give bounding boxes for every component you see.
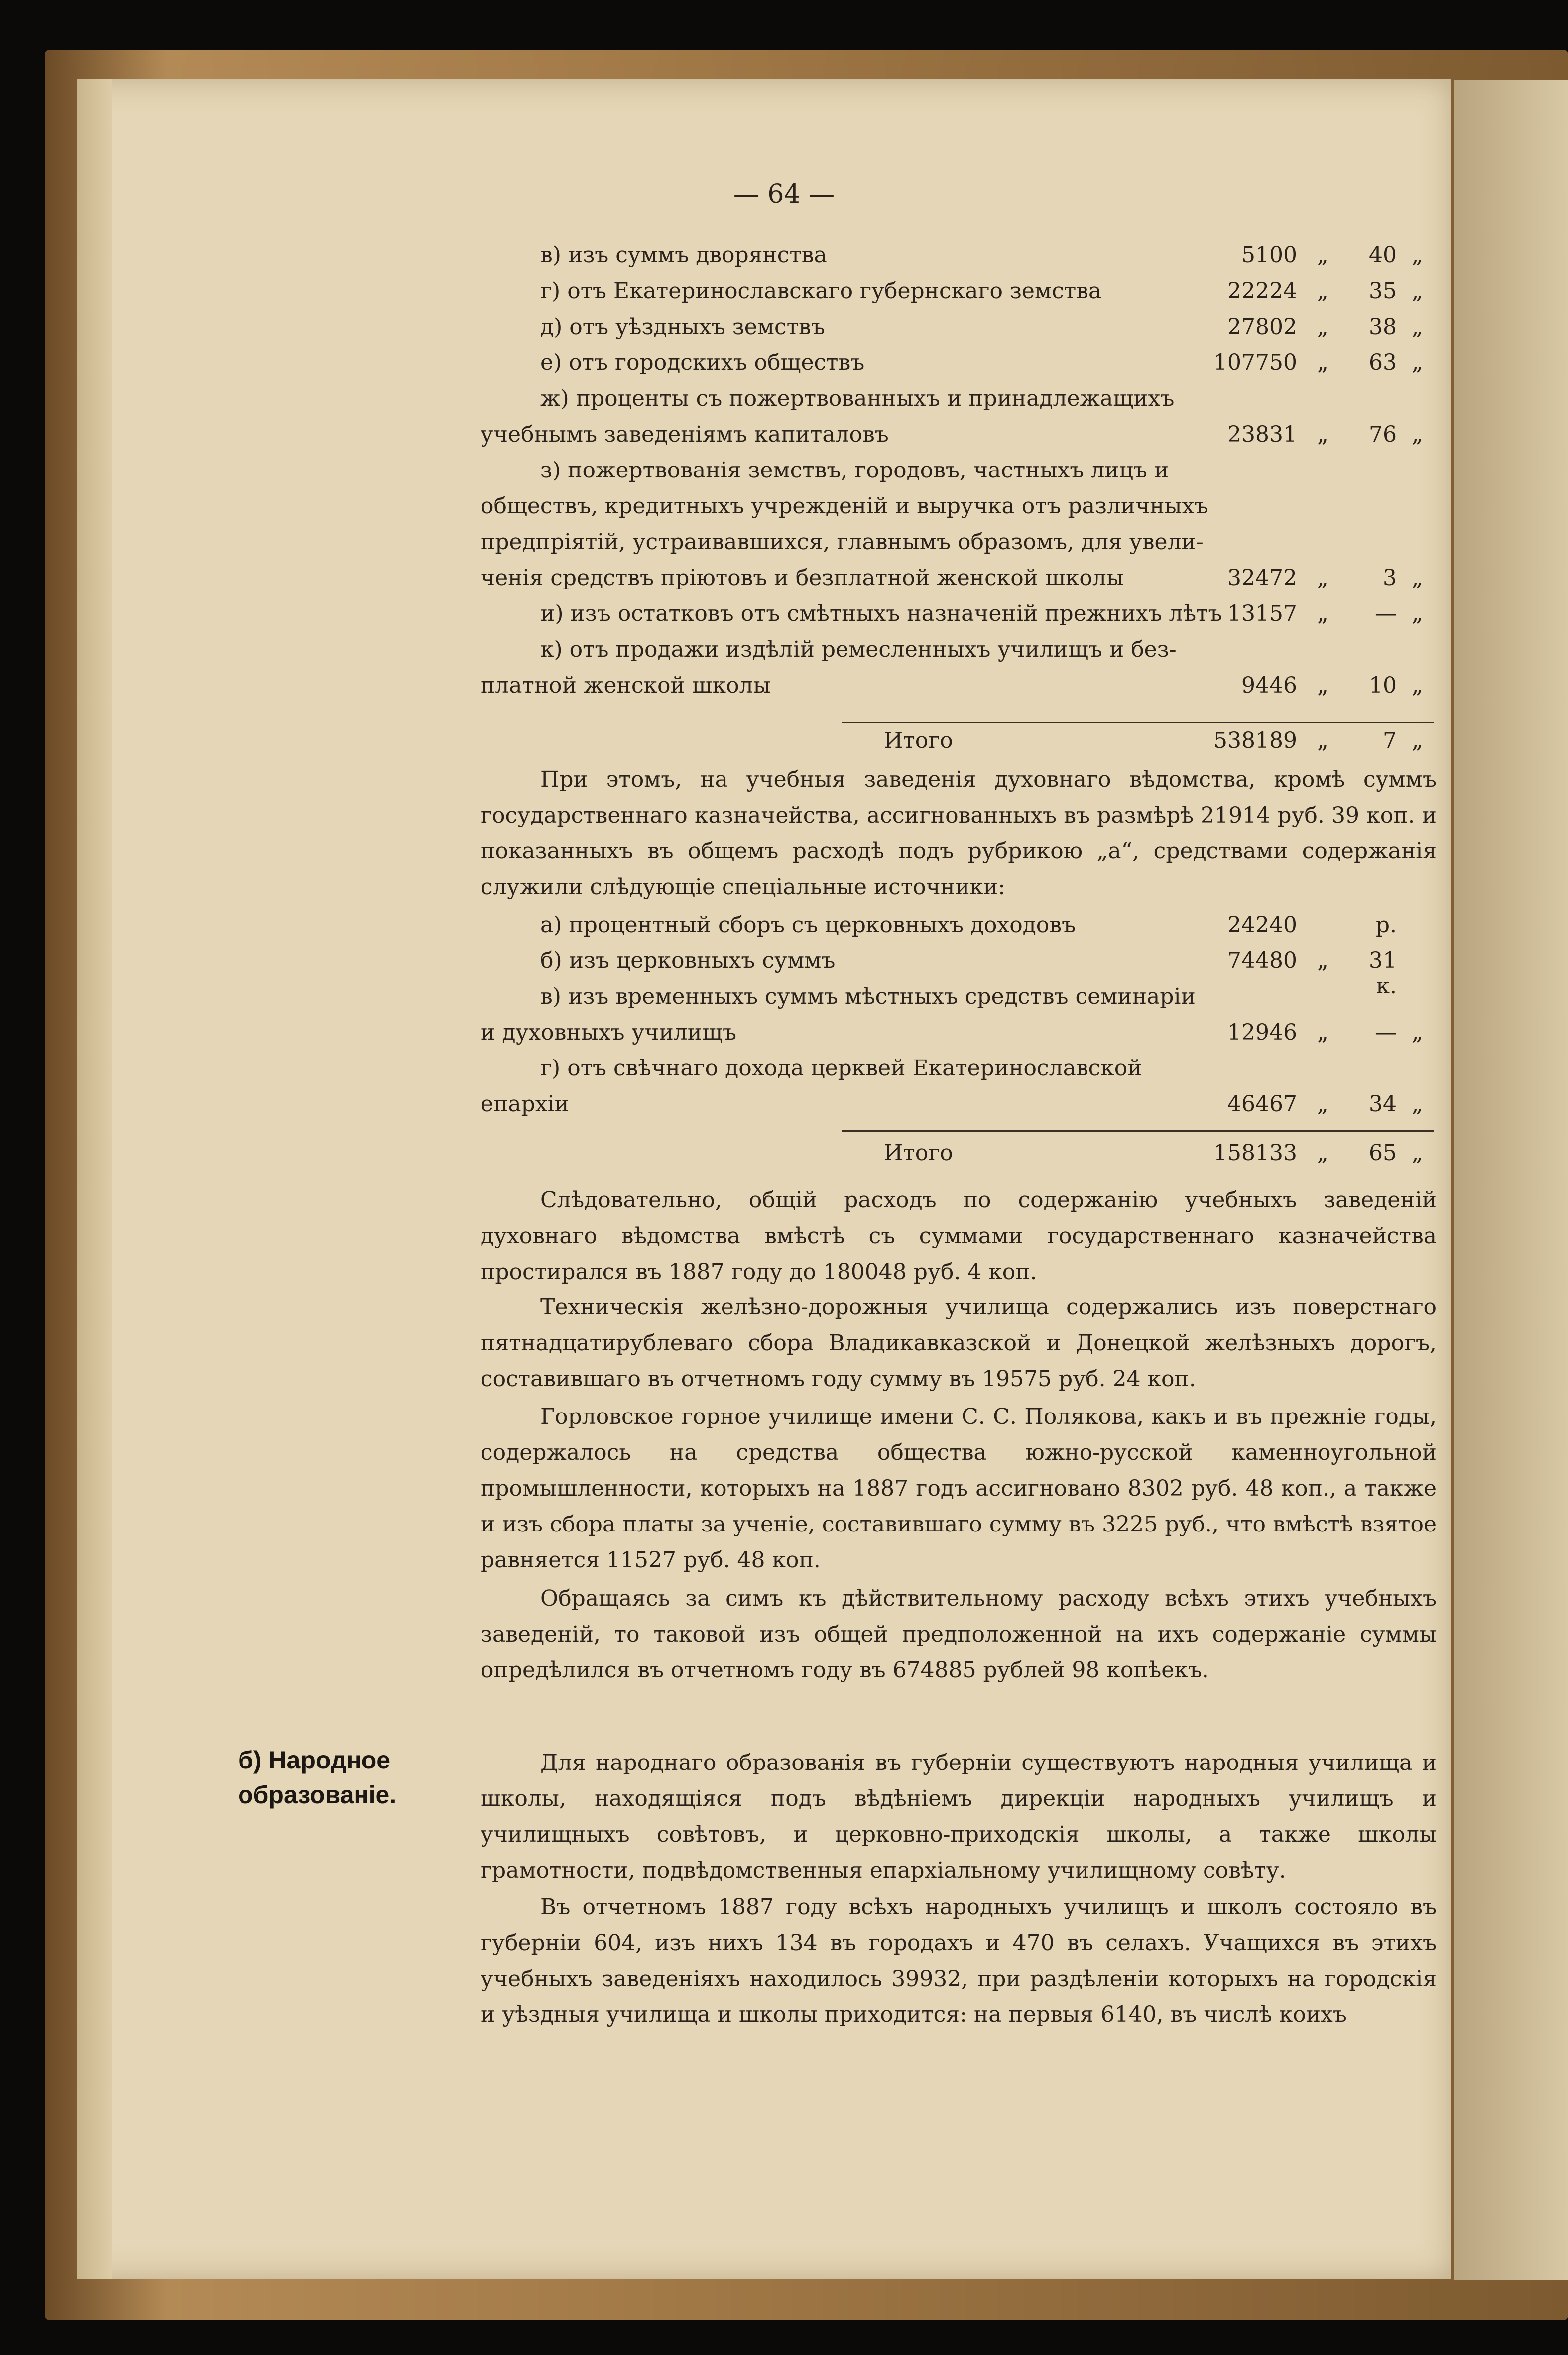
ditto-mark: „ bbox=[1317, 1140, 1328, 1166]
ditto-mark: „ bbox=[1317, 242, 1328, 268]
ditto-mark: „ bbox=[1317, 314, 1328, 340]
ditto-mark: „ bbox=[1412, 278, 1423, 304]
table-row bbox=[481, 1020, 1422, 1054]
ditto-mark: „ bbox=[1412, 242, 1423, 268]
paragraph-church-total: Слѣдовательно, общій расходъ по содержанію учебныхъ заведеній духовнаго вѣдомства вмѣстѣ съ суммами государственнаго казначейства простирался въ 1887 году до 180048 руб. 4 коп. bbox=[481, 1187, 1437, 1285]
row-amount: 74480 bbox=[1227, 948, 1297, 973]
table-row bbox=[481, 242, 1422, 276]
ditto-mark: „ bbox=[1412, 673, 1423, 698]
table-row bbox=[481, 386, 1422, 420]
row-amount: 5100 bbox=[1241, 242, 1297, 268]
adjacent-page bbox=[1454, 80, 1568, 2280]
row-label: обществъ, кредитныхъ учрежденій и выручка отъ различныхъ bbox=[481, 493, 1208, 519]
ditto-mark: „ bbox=[1412, 314, 1423, 340]
row-kopecks: 40 bbox=[1369, 242, 1397, 268]
row-kopecks: 63 bbox=[1369, 350, 1397, 375]
table-row bbox=[481, 637, 1422, 671]
row-label: г) отъ свѣчнаго дохода церквей Екатеринославской bbox=[540, 1056, 1142, 1081]
ditto-mark: „ bbox=[1317, 673, 1328, 698]
paragraph-public-education: Для народнаго образованія въ губерніи существуютъ народныя училища и школы, находящіяся подъ вѣдѣніемъ дирекціи народныхъ училищъ и училищныхъ совѣтовъ, и церковно-приходскія школы, а также школы грамотности, подвѣдомственныя епархіальному училищному совѣту. bbox=[481, 1750, 1437, 1883]
total-label: Итого bbox=[884, 728, 953, 753]
table-row bbox=[481, 912, 1422, 946]
table-row bbox=[481, 493, 1422, 527]
row-label: ж) проценты съ пожертвованныхъ и принадлежащихъ bbox=[540, 386, 1175, 411]
row-label: б) изъ церковныхъ суммъ bbox=[540, 948, 836, 973]
row-kopecks: 76 bbox=[1369, 422, 1397, 447]
row-kopecks: 35 bbox=[1369, 278, 1397, 304]
row-label: в) изъ суммъ дворянства bbox=[540, 242, 827, 268]
row-label: епархіи bbox=[481, 1091, 569, 1117]
ditto-mark: „ bbox=[1412, 350, 1423, 375]
paragraph-actual-expense: Обращаясь за симъ къ дѣйствительному расходу всѣхъ этихъ учебныхъ заведеній, то таковой изъ общей предположенной на ихъ содержаніе суммы опредѣлился въ отчетномъ году въ 674885 рублей 98 копѣекъ. bbox=[481, 1586, 1437, 1683]
row-amount: 32472 bbox=[1227, 565, 1297, 590]
total-amount: 158133 bbox=[1213, 1140, 1297, 1166]
total-rule-1 bbox=[842, 722, 1434, 723]
table-row bbox=[481, 565, 1422, 599]
table-row bbox=[481, 601, 1422, 635]
ditto-mark: „ bbox=[1317, 422, 1328, 447]
row-kopecks: 3 bbox=[1383, 565, 1397, 590]
ditto-mark: „ bbox=[1412, 1140, 1423, 1166]
table-row bbox=[481, 278, 1422, 312]
table-row bbox=[481, 422, 1422, 456]
row-label: к) отъ продажи издѣлій ремесленныхъ училищъ и без- bbox=[540, 637, 1177, 662]
total-row bbox=[481, 728, 1422, 762]
row-kopecks: — bbox=[1375, 601, 1397, 626]
row-kopecks: 31 к. bbox=[1369, 948, 1397, 999]
row-amount: 46467 bbox=[1227, 1091, 1297, 1117]
ditto-mark: „ bbox=[1317, 601, 1328, 626]
ditto-mark: „ bbox=[1412, 601, 1423, 626]
row-label: предпріятій, устраивавшихся, главнымъ образомъ, для увели- bbox=[481, 529, 1204, 555]
row-label: а) процентный сборъ съ церковныхъ доходовъ bbox=[540, 912, 1076, 938]
table-row bbox=[481, 673, 1422, 706]
ditto-mark: „ bbox=[1317, 278, 1328, 304]
ditto-mark: „ bbox=[1317, 565, 1328, 590]
total-kopecks: 7 bbox=[1383, 728, 1397, 753]
page-gutter bbox=[77, 79, 112, 2279]
row-amount: 22224 bbox=[1227, 278, 1297, 304]
row-amount: 9446 bbox=[1241, 673, 1297, 698]
row-label: е) отъ городскихъ обществъ bbox=[540, 350, 865, 375]
ditto-mark: „ bbox=[1412, 1091, 1423, 1117]
table-row bbox=[481, 314, 1422, 348]
row-kopecks: — bbox=[1375, 1020, 1397, 1045]
row-kopecks: 10 bbox=[1369, 673, 1397, 698]
ditto-mark: „ bbox=[1317, 350, 1328, 375]
total-label: Итого bbox=[884, 1140, 953, 1166]
row-label: и) изъ остатковъ отъ смѣтныхъ назначеній прежнихъ лѣтъ bbox=[540, 601, 1222, 626]
row-amount: 12946 bbox=[1227, 1020, 1297, 1045]
ditto-mark: „ bbox=[1412, 728, 1423, 753]
ditto-mark: „ bbox=[1317, 1020, 1328, 1045]
table-row bbox=[481, 529, 1422, 563]
row-amount: 27802 bbox=[1227, 314, 1297, 340]
row-label: з) пожертвованія земствъ, городовъ, частныхъ лицъ и bbox=[540, 458, 1169, 483]
table-row bbox=[481, 350, 1422, 384]
table-row bbox=[481, 458, 1422, 491]
table-row bbox=[481, 984, 1422, 1018]
row-label: г) отъ Екатеринославскаго губернскаго земства bbox=[540, 278, 1102, 304]
ditto-mark: „ bbox=[1317, 1091, 1328, 1117]
ditto-mark: „ bbox=[1317, 948, 1328, 973]
row-kopecks: 34 bbox=[1369, 1091, 1397, 1117]
ditto-mark: „ bbox=[1412, 1020, 1423, 1045]
row-amount: 23831 bbox=[1227, 422, 1297, 447]
table-row bbox=[481, 1091, 1422, 1125]
row-label: ченія средствъ пріютовъ и безплатной женской школы bbox=[481, 565, 1124, 590]
paragraph-gorlovka-school: Горловское горное училище имени С. С. Полякова, какъ и въ прежніе годы, содержалось на средства общества южно-русской каменноугольной промышленности, которыхъ на 1887 годъ ассигновано 8302 руб. 48 коп., а также и изъ сбора платы за ученіе, составившаго сумму въ 3225 руб., что вмѣстѣ взятое равняется 11527 руб. 48 коп. bbox=[481, 1404, 1437, 1573]
paragraph-railway-schools: Техническія желѣзно-дорожныя училища содержались изъ поверстнаго пятнадцатирублеваго сбора Владикавказской и Донецкой желѣзныхъ дорогъ, составившаго въ отчетномъ году сумму въ 19575 руб. 24 коп. bbox=[481, 1295, 1437, 1392]
ditto-mark: „ bbox=[1412, 422, 1423, 447]
row-label: учебнымъ заведеніямъ капиталовъ bbox=[481, 422, 889, 447]
ditto-mark: „ bbox=[1412, 565, 1423, 590]
table-row bbox=[481, 1056, 1422, 1089]
row-kopecks: р. bbox=[1375, 912, 1397, 938]
row-label: платной женской школы bbox=[481, 673, 771, 698]
row-label: д) отъ уѣздныхъ земствъ bbox=[540, 314, 825, 340]
page-number: — 64 — bbox=[733, 179, 835, 209]
total-row bbox=[481, 1140, 1422, 1174]
row-label: в) изъ временныхъ суммъ мѣстныхъ средствъ семинаріи bbox=[540, 984, 1196, 1009]
section-heading-public-education: б) Народное образованіе. bbox=[238, 1746, 397, 1809]
total-amount: 538189 bbox=[1213, 728, 1297, 753]
paragraph-church-intro: При этомъ, на учебныя заведенія духовнаго вѣдомства, кромѣ суммъ государственнаго казначейства, ассигнованныхъ въ размѣрѣ 21914 руб. 39 коп. и показанныхъ въ общемъ расходѣ подъ рубрикою „а“, средствами содержанія служили слѣдующіе спеціальные источники: bbox=[481, 767, 1437, 900]
total-kopecks: 65 bbox=[1369, 1140, 1397, 1166]
row-amount: 24240 bbox=[1227, 912, 1297, 938]
row-kopecks: 38 bbox=[1369, 314, 1397, 340]
total-rule-2 bbox=[842, 1130, 1434, 1132]
ditto-mark: „ bbox=[1317, 728, 1328, 753]
paragraph-school-count: Въ отчетномъ 1887 году всѣхъ народныхъ училищъ и школъ состояло въ губерніи 604, изъ нихъ 134 въ городахъ и 470 въ селахъ. Учащихся въ этихъ учебныхъ заведеніяхъ находилось 39932, при раздѣленіи которыхъ на городскія и уѣздныя училища и школы приходится: на первыя 6140, въ числѣ коихъ bbox=[481, 1894, 1437, 2027]
row-label: и духовныхъ училищъ bbox=[481, 1020, 736, 1045]
row-amount: 13157 bbox=[1227, 601, 1297, 626]
row-amount: 107750 bbox=[1213, 350, 1297, 375]
